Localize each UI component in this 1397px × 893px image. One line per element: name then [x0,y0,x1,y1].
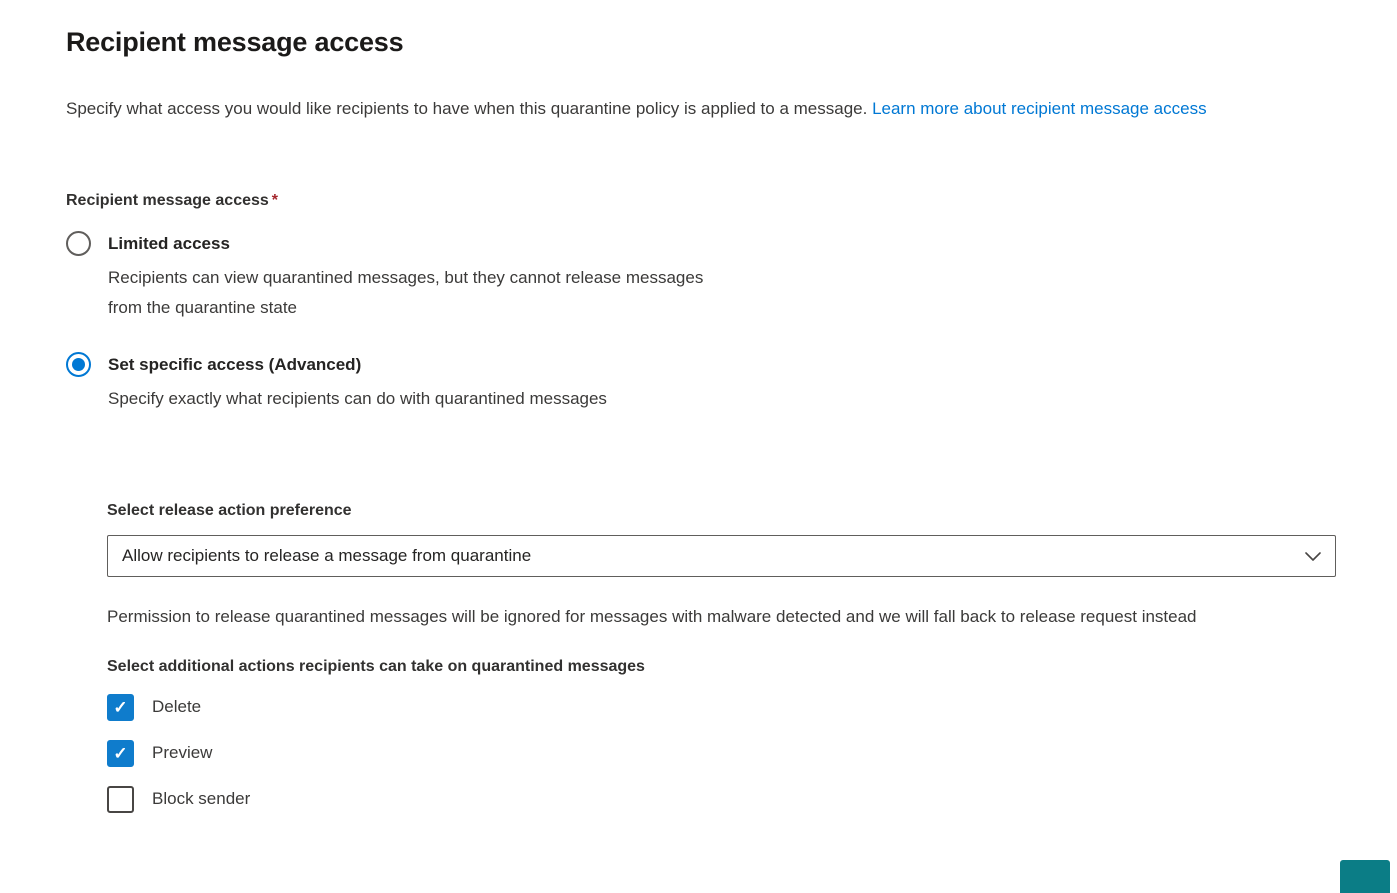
block-sender-checkbox-label[interactable]: Block sender [152,789,251,808]
delete-checkbox-label[interactable]: Delete [152,697,202,716]
radio-button-set-specific-access[interactable] [66,352,91,377]
intro-paragraph [66,95,1337,123]
radio-button-limited-access[interactable] [66,231,91,256]
chevron-down-icon [1305,552,1321,561]
set-specific-access-label[interactable]: Set specific access (Advanced) [108,354,362,374]
block-sender-checkbox[interactable] [107,786,134,813]
intro-text: Specify what access you would like recipients to have when this quarantine policy is applied to a message. [66,99,873,118]
advanced-settings-section [107,502,1337,813]
page-title: Recipient message access [66,27,404,57]
page-content [0,26,1397,813]
release-preference-dropdown[interactable] [107,535,1336,577]
check-icon: ✓ [113,743,128,763]
limited-access-label[interactable]: Limited access [108,233,230,253]
release-preference-note: Permission to release quarantined messages will be ignored for messages with malware detected and we will fall back to release request instead [107,607,1197,626]
limited-access-description: Recipients can view quarantined messages, but they cannot release messages from the quarantine state [108,268,704,317]
radio-option-set-specific-access [66,352,1337,414]
access-field-label-text: Recipient message access [66,192,269,209]
learn-more-link[interactable]: Learn more about recipient message access [872,99,1207,118]
access-field-label [66,192,1337,210]
radio-option-limited-access [66,231,1337,323]
additional-actions-label: Select additional actions recipients can take on quarantined messages [107,658,645,675]
checkbox-row-preview[interactable] [107,739,1337,767]
delete-checkbox[interactable] [107,694,134,721]
check-icon: ✓ [113,697,128,717]
release-preference-selected-value: Allow recipients to release a message from quarantine [122,546,532,565]
preview-checkbox[interactable] [107,740,134,767]
required-marker: * [271,192,279,209]
feedback-button[interactable] [1340,860,1390,893]
checkbox-row-delete[interactable] [107,693,1337,721]
preview-checkbox-label[interactable]: Preview [152,743,213,762]
checkbox-row-block-sender[interactable] [107,785,1337,813]
release-preference-label: Select release action preference [107,502,352,519]
limited-access-radio-row[interactable] [66,231,1337,256]
set-specific-access-description: Specify exactly what recipients can do with quarantined messages [108,389,607,408]
additional-actions-list [107,693,1337,813]
set-specific-access-radio-row[interactable] [66,352,1337,377]
